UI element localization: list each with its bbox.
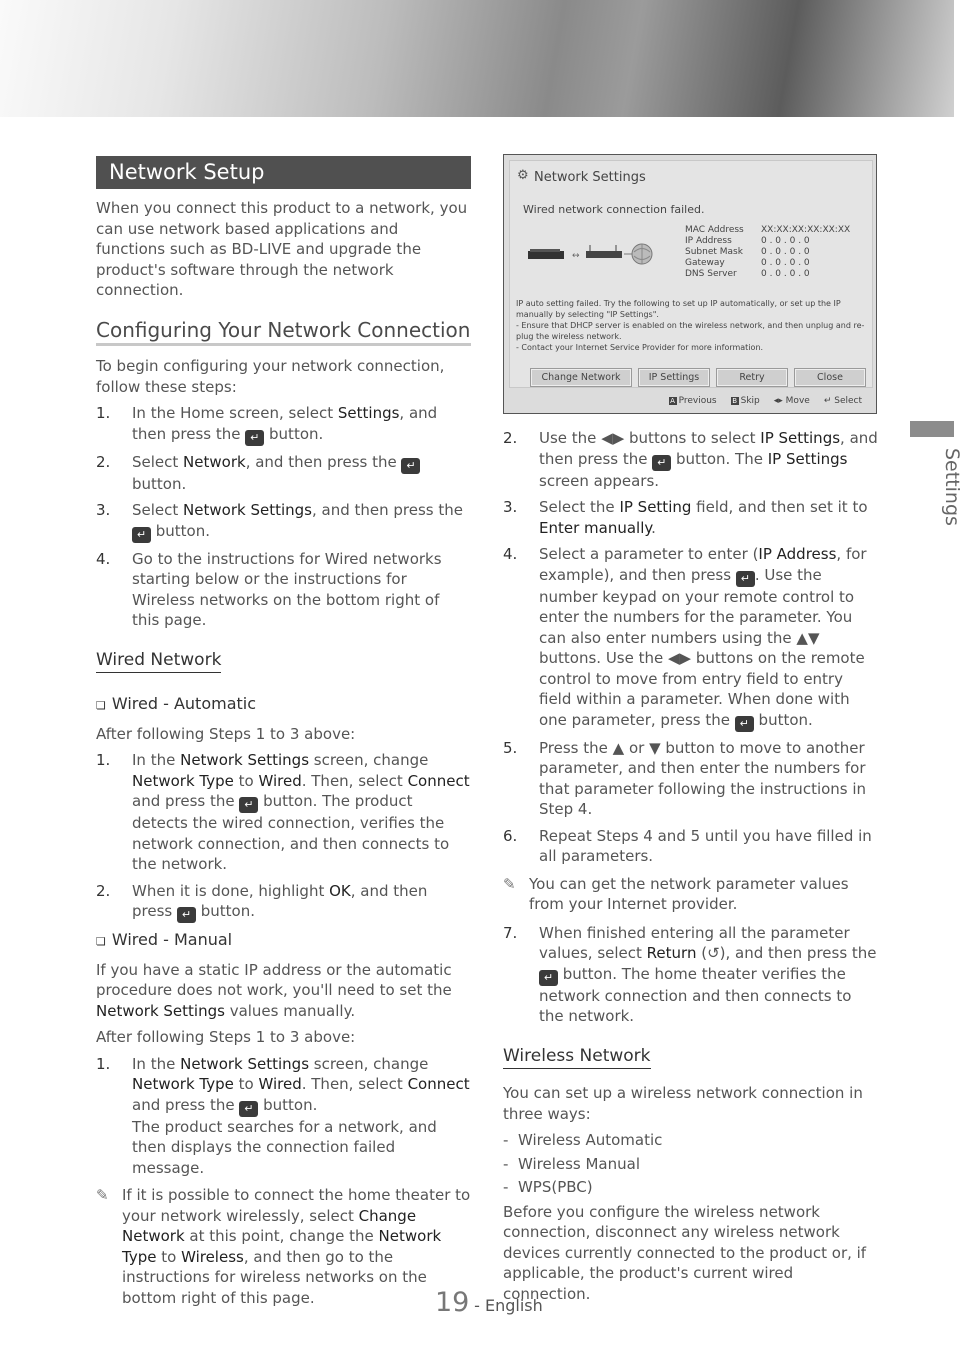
list-item: - Wireless Automatic xyxy=(503,1131,663,1149)
left-right-arrows-icon: ◀▶ xyxy=(601,429,625,447)
enter-icon: ↵ xyxy=(823,396,832,406)
list-item: 6. Repeat Steps 4 and 5 until you have filled in all parameters. xyxy=(503,826,872,865)
param-row: Gateway 0 . 0 . 0 . 0 xyxy=(685,258,810,268)
list-item: 1. In the Home screen, select Settings, and then press the ↵ button. xyxy=(96,404,438,444)
hint-select: ↵ Select xyxy=(823,396,862,406)
screen-title: Network Settings xyxy=(534,170,646,185)
up-down-arrows-icon: ▲▼ xyxy=(796,628,820,647)
wireless-note: ✎ If it is possible to connect the home theater to your network wirelessly, select Change Network at this point, change the Network Type to Wireless, and then go to the instructions for wireless networks on the bottom right of this page. xyxy=(96,1186,471,1307)
list-item: 1. In the Network Settings screen, change Network Type to Wired. Then, select Connect and press the ↵ button. The product detects the wired connection, verifies the network connection, and then connects to the network. xyxy=(96,751,470,873)
param-row: DNS Server 0 . 0 . 0 . 0 xyxy=(685,269,810,279)
enter-icon: ↵ xyxy=(652,455,671,471)
manual-intro: If you have a static IP address or the automatic procedure does not work, you'll need to set the Network Settings values manually. xyxy=(96,960,452,1020)
intro-paragraph: When you connect this product to a network, you can use network based applications and functions such as BD-LIVE and upgrade the product's software through the network connection. xyxy=(96,199,468,299)
wireless-list xyxy=(503,1130,878,1198)
return-icon: ↺ xyxy=(707,944,720,962)
wired-manual-heading: ❏ Wired - Manual xyxy=(96,930,233,949)
enter-icon: ↵ xyxy=(239,797,258,813)
up-arrow-icon: ▲ xyxy=(612,738,625,757)
config-heading: Configuring Your Network Connection xyxy=(96,320,471,347)
wired-auto-heading: ❏ Wired - Automatic xyxy=(96,694,257,713)
page-number: 19 xyxy=(435,1287,470,1318)
list-item: 1. In the Network Settings screen, change Network Type to Wired. Then, select Connect and press the ↵ button. The product searches for a network, and then displays the connection failed message. xyxy=(96,1054,470,1177)
finish-step xyxy=(503,923,878,1027)
param-row: Subnet Mask 0 . 0 . 0 . 0 xyxy=(685,247,810,257)
move-arrows-icon: ◂▸ xyxy=(773,396,783,406)
list-item: 4. Go to the instructions for Wired networks starting below or the instructions for Wireless networks on the bottom right of this page. xyxy=(96,549,442,629)
network-settings-screenshot xyxy=(503,154,877,414)
enter-icon: ↵ xyxy=(245,430,264,446)
svg-text:↔: ↔ xyxy=(572,251,580,261)
a-key-icon: A xyxy=(670,397,675,405)
side-section-label: Settings xyxy=(941,448,963,526)
page-language: - English xyxy=(474,1296,543,1315)
warning-text: IP auto setting failed. Try the following to set up IP automatically, or set up the IP manually by selecting "IP Settings". - Ensure that DHCP server is enabled on the wireless network, and then unplug and re-plug the wireless network. - Contact your Internet Service Provider for more information. xyxy=(516,299,865,352)
pencil-note-icon: ✎ xyxy=(96,1186,109,1204)
param-row: IP Address 0 . 0 . 0 . 0 xyxy=(685,236,810,246)
wireless-outro: Before you configure the wireless network connection, disconnect any wireless network devices currently connected to the product or, if applicable, the product's current wired connection. xyxy=(503,1202,867,1303)
hint-move: ◂▸ Move xyxy=(773,396,810,406)
manual-steps xyxy=(96,1054,471,1179)
close-button[interactable]: Close xyxy=(794,368,866,387)
list-item: 7. When finished entering all the parameter values, select Return (↺), and then press the ↵ button. The home theater verifies the network connection and then connects to the network. xyxy=(503,923,877,1025)
ip-settings-button[interactable]: IP Settings xyxy=(638,368,710,387)
enter-icon: ↵ xyxy=(239,1101,258,1117)
remote-hints xyxy=(669,396,862,407)
down-arrow-icon: ▼ xyxy=(649,738,661,757)
enter-icon: ↵ xyxy=(736,571,755,587)
checkbox-bullet-icon: ❏ xyxy=(96,935,106,948)
list-item: 4. Select a parameter to enter (IP Address, for example), and then press ↵ . Use the number keypad on your remote control to enter the numbers for the parameter. You can also enter numbers using the ▲▼ buttons. Use the ◀▶ buttons on the remote control to move from entry field to entry field within a parameter. When done with one parameter, press the ↵ button. xyxy=(503,545,867,730)
list-item: 3. Select the IP Setting field, and then set it to Enter manually. xyxy=(503,498,868,537)
wired-heading: Wired Network xyxy=(96,650,221,674)
retry-button[interactable]: Retry xyxy=(716,368,788,387)
left-column xyxy=(96,156,471,1316)
pencil-note-icon: ✎ xyxy=(503,874,516,893)
gear-icon: ⚙ xyxy=(517,168,529,183)
header-banner xyxy=(0,0,954,117)
config-steps xyxy=(96,403,471,631)
config-intro: To begin configuring your network connection, follow these steps: xyxy=(96,357,445,396)
enter-icon: ↵ xyxy=(735,716,754,732)
list-item: - WPS(PBC) xyxy=(503,1178,593,1196)
left-right-arrows-icon: ◀▶ xyxy=(668,649,692,667)
list-item: 2. Select Network, and then press the ↵ button. xyxy=(96,452,471,495)
list-item: 3. Select Network Settings, and then press the ↵ button. xyxy=(96,501,463,541)
list-item: 2. When it is done, highlight OK, and then press ↵ button. xyxy=(96,881,428,921)
enter-icon: ↵ xyxy=(539,970,558,986)
fail-message: Wired network connection failed. xyxy=(523,203,705,216)
change-network-button[interactable]: Change Network xyxy=(530,368,632,387)
page-footer xyxy=(435,1287,543,1318)
b-key-icon: B xyxy=(732,397,738,405)
ip-steps xyxy=(503,428,878,867)
hint-skip: B Skip xyxy=(732,396,760,406)
list-item: 2. Use the ◀▶ buttons to select IP Settings, and then press the ↵ button. The IP Settings screen appears. xyxy=(503,429,878,490)
manual-after-text: After following Steps 1 to 3 above: xyxy=(96,1028,356,1046)
param-row: MAC Address XX:XX:XX:XX:XX:XX xyxy=(685,225,851,235)
section-title: Network Setup xyxy=(96,156,471,189)
after-steps-text: After following Steps 1 to 3 above: xyxy=(96,724,356,743)
wireless-intro: You can set up a wireless network connection in three ways: xyxy=(503,1084,863,1123)
auto-steps xyxy=(96,750,471,923)
checkbox-bullet-icon: ❏ xyxy=(96,699,106,712)
enter-icon: ↵ xyxy=(401,458,420,474)
enter-icon: ↵ xyxy=(132,527,151,543)
right-column xyxy=(503,428,878,1310)
screen-buttons xyxy=(530,368,866,387)
screen-panel xyxy=(509,160,873,388)
list-item: - Wireless Manual xyxy=(503,1154,640,1173)
hint-previous: A Previous xyxy=(670,396,717,406)
enter-icon: ↵ xyxy=(177,907,196,923)
section-tab-marker xyxy=(910,421,954,437)
param-list xyxy=(685,225,850,280)
list-item: 5. Press the ▲ or ▼ button to move to another parameter, and then enter the numbers for that parameter following the instructions in Step 4. xyxy=(503,738,867,818)
wireless-heading: Wireless Network xyxy=(503,1046,651,1070)
provider-note: ✎ You can get the network parameter values from your Internet provider. xyxy=(503,874,849,913)
network-diagram-icon xyxy=(528,239,653,269)
